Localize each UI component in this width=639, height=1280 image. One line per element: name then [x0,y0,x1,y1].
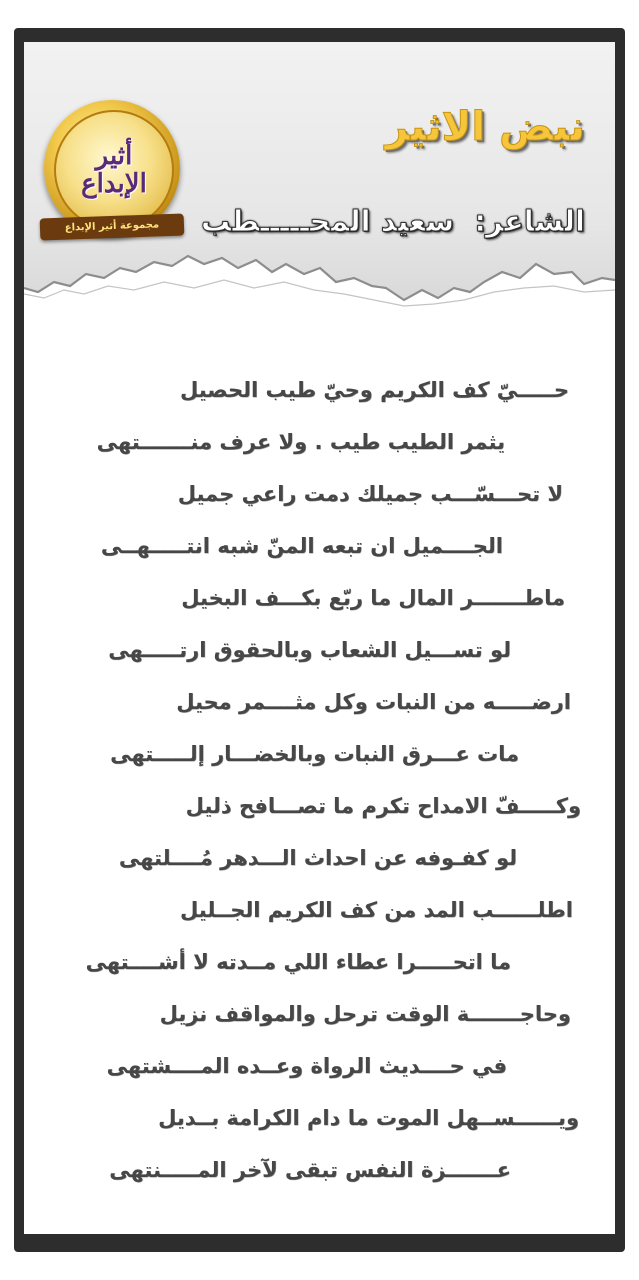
logo-text-line2: الإبداع [81,169,147,199]
group-logo [44,100,180,236]
verse-line: عـــــــزة النفس تبقى لآخر المـــــنتهى [109,1158,511,1182]
verse-line: وكـــــفّ الامداح تكرم ما تصـــافح ذليل [185,794,581,818]
verse-line: ماطـــــــر المال ما ربّع بكـــف البخيل [181,586,565,610]
verse-line: اطلــــــب المد من كف الكريم الجــليل [180,898,573,922]
poem-card [24,42,615,1234]
verse-line: الجــــميل ان تبعه المنّ شبه انتـــــهــى [100,534,503,558]
logo-text [56,142,172,198]
poet-label: الشاعر: [474,204,585,238]
verse-line: لو تســـيل الشعاب وبالحقوق ارتـــــهى [108,638,511,662]
verse-line: ويــــــســهل الموت ما دام الكرامة بــديل [158,1106,579,1130]
logo-text-line1: أثير [95,141,133,171]
header-banner [24,42,615,312]
verse-line: في حــــديث الرواة وعــده المــــشتهى [106,1054,507,1078]
logo-ring [54,110,174,230]
poem-card-frame [14,28,625,1252]
poem-title: نبض الاثير [385,104,585,150]
verse-line: ما اتحـــــرا عطاء اللي مــدته لا أشــــتهى [85,950,511,974]
logo-ribbon-text: مجموعة أثير الإبداع [64,219,160,234]
verse-line: وحاجـــــــة الوقت ترحل والمواقف نزيل [159,1002,571,1026]
verse-line: لا تحـــسّـــب جميلك دمت راعي جميل [177,482,563,506]
verse-line: ارضـــــه من النبات وكل مثــــمر محيل [176,690,571,714]
verse-line: حـــــيّ كف الكريم وحيّ طيب الحصيل [179,378,569,402]
verse-line: يثمر الطيب طيب . ولا عرف منـــــــتهى [96,430,505,454]
verse-line: مات عـــرق النبات وبالخضـــار إلـــــتهى [110,742,519,766]
poet-line [201,204,585,238]
verse-line: لو كفـوفه عن احداث الـــدهر مُــــلتهى [118,846,517,870]
poet-name: سعيد المحـــــطب [200,204,455,238]
